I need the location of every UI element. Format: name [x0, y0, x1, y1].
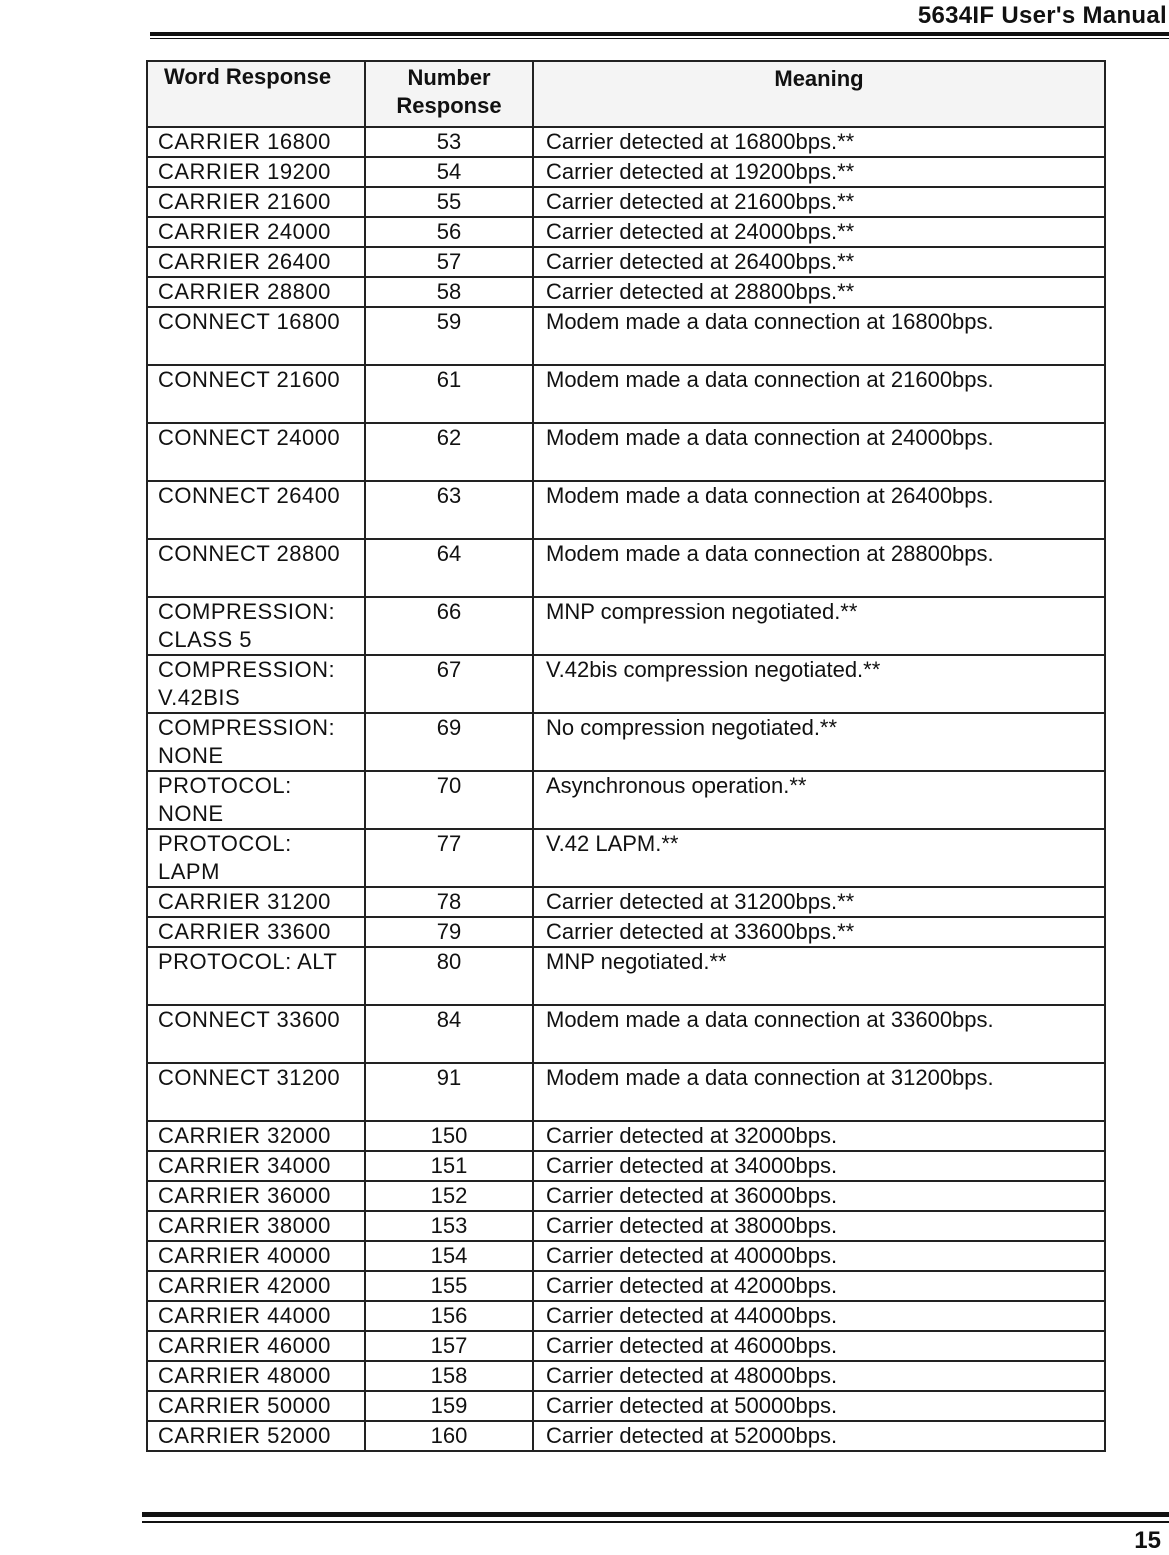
cell-meaning: Carrier detected at 31200bps.**	[533, 887, 1105, 917]
table-row	[147, 365, 1105, 423]
cell-word-response: CARRIER 38000	[147, 1211, 365, 1241]
cell-number-response: 62	[365, 423, 533, 481]
cell-meaning: Modem made a data connection at 16800bps.	[533, 307, 1105, 365]
cell-number-response: 79	[365, 917, 533, 947]
table-row	[147, 1271, 1105, 1301]
cell-meaning: Modem made a data connection at 26400bps.	[533, 481, 1105, 539]
cell-meaning: MNP compression negotiated.**	[533, 597, 1105, 655]
table-row	[147, 1063, 1105, 1121]
cell-word-response: CARRIER 16800	[147, 127, 365, 157]
table-row	[147, 1151, 1105, 1181]
cell-number-response: 66	[365, 597, 533, 655]
table-row	[147, 1005, 1105, 1063]
cell-word-response: CONNECT 16800	[147, 307, 365, 365]
header-rule-thin	[150, 38, 1169, 39]
cell-meaning: Carrier detected at 28800bps.**	[533, 277, 1105, 307]
cell-number-response: 57	[365, 247, 533, 277]
cell-number-response: 80	[365, 947, 533, 1005]
cell-meaning: Modem made a data connection at 21600bps.	[533, 365, 1105, 423]
cell-number-response: 154	[365, 1241, 533, 1271]
footer-rule-thin	[142, 1521, 1169, 1523]
page-header-title: 5634IF User's Manual	[917, 2, 1167, 29]
cell-word-response: CONNECT 21600	[147, 365, 365, 423]
table-row	[147, 481, 1105, 539]
cell-meaning: V.42 LAPM.**	[533, 829, 1105, 887]
header-rule	[150, 32, 1169, 36]
cell-word-response: CARRIER 19200	[147, 157, 365, 187]
table-row	[147, 1301, 1105, 1331]
cell-number-response: 61	[365, 365, 533, 423]
cell-meaning: Carrier detected at 46000bps.	[533, 1331, 1105, 1361]
cell-word-response: COMPRESSION: V.42BIS	[147, 655, 365, 713]
table-row	[147, 247, 1105, 277]
cell-number-response: 54	[365, 157, 533, 187]
footer-rule	[142, 1512, 1169, 1517]
cell-meaning: Modem made a data connection at 24000bps.	[533, 423, 1105, 481]
cell-number-response: 157	[365, 1331, 533, 1361]
cell-number-response: 156	[365, 1301, 533, 1331]
table-row	[147, 423, 1105, 481]
cell-meaning: Carrier detected at 32000bps.	[533, 1121, 1105, 1151]
cell-word-response: CARRIER 42000	[147, 1271, 365, 1301]
cell-word-response: CARRIER 44000	[147, 1301, 365, 1331]
cell-meaning: Carrier detected at 40000bps.	[533, 1241, 1105, 1271]
cell-word-response: CARRIER 26400	[147, 247, 365, 277]
cell-word-response: PROTOCOL: NONE	[147, 771, 365, 829]
cell-meaning: Asynchronous operation.**	[533, 771, 1105, 829]
cell-number-response: 77	[365, 829, 533, 887]
cell-meaning: Carrier detected at 48000bps.	[533, 1361, 1105, 1391]
table-row	[147, 655, 1105, 713]
cell-number-response: 150	[365, 1121, 533, 1151]
cell-number-response: 78	[365, 887, 533, 917]
cell-number-response: 159	[365, 1391, 533, 1421]
cell-word-response: CONNECT 26400	[147, 481, 365, 539]
cell-meaning: Carrier detected at 34000bps.	[533, 1151, 1105, 1181]
table-row	[147, 1421, 1105, 1451]
cell-number-response: 151	[365, 1151, 533, 1181]
cell-meaning: Carrier detected at 50000bps.	[533, 1391, 1105, 1421]
cell-word-response: CARRIER 46000	[147, 1331, 365, 1361]
table-row	[147, 771, 1105, 829]
cell-word-response: COMPRESSION: NONE	[147, 713, 365, 771]
cell-number-response: 153	[365, 1211, 533, 1241]
column-header-number-response: Number Response	[365, 61, 533, 127]
cell-meaning: Carrier detected at 21600bps.**	[533, 187, 1105, 217]
cell-number-response: 64	[365, 539, 533, 597]
cell-meaning: Carrier detected at 33600bps.**	[533, 917, 1105, 947]
cell-number-response: 155	[365, 1271, 533, 1301]
cell-number-response: 56	[365, 217, 533, 247]
cell-meaning: Modem made a data connection at 33600bps.	[533, 1005, 1105, 1063]
cell-word-response: CONNECT 24000	[147, 423, 365, 481]
cell-word-response: CARRIER 32000	[147, 1121, 365, 1151]
page-number: 15	[1134, 1527, 1161, 1554]
cell-meaning: Carrier detected at 19200bps.**	[533, 157, 1105, 187]
cell-meaning: Carrier detected at 36000bps.	[533, 1181, 1105, 1211]
cell-meaning: Carrier detected at 26400bps.**	[533, 247, 1105, 277]
cell-word-response: CONNECT 31200	[147, 1063, 365, 1121]
column-header-word-response: Word Response	[147, 61, 365, 127]
cell-word-response: CARRIER 28800	[147, 277, 365, 307]
table-row	[147, 1211, 1105, 1241]
cell-word-response: CONNECT 33600	[147, 1005, 365, 1063]
table-row	[147, 1331, 1105, 1361]
table-body	[147, 127, 1105, 1451]
cell-meaning: MNP negotiated.**	[533, 947, 1105, 1005]
cell-word-response: CARRIER 33600	[147, 917, 365, 947]
table-header-row	[147, 61, 1105, 127]
cell-number-response: 69	[365, 713, 533, 771]
table-row	[147, 829, 1105, 887]
cell-number-response: 70	[365, 771, 533, 829]
table-row	[147, 1391, 1105, 1421]
cell-number-response: 91	[365, 1063, 533, 1121]
cell-number-response: 59	[365, 307, 533, 365]
table-row	[147, 127, 1105, 157]
result-codes-table	[146, 60, 1106, 1452]
table-row	[147, 1241, 1105, 1271]
cell-meaning: Carrier detected at 52000bps.	[533, 1421, 1105, 1451]
cell-meaning: Carrier detected at 42000bps.	[533, 1271, 1105, 1301]
cell-word-response: CARRIER 24000	[147, 217, 365, 247]
cell-number-response: 160	[365, 1421, 533, 1451]
cell-number-response: 158	[365, 1361, 533, 1391]
cell-number-response: 55	[365, 187, 533, 217]
cell-meaning: Carrier detected at 38000bps.	[533, 1211, 1105, 1241]
table-row	[147, 917, 1105, 947]
table-row	[147, 887, 1105, 917]
cell-meaning: Carrier detected at 24000bps.**	[533, 217, 1105, 247]
cell-meaning: Carrier detected at 16800bps.**	[533, 127, 1105, 157]
cell-word-response: CARRIER 50000	[147, 1391, 365, 1421]
cell-number-response: 67	[365, 655, 533, 713]
cell-meaning: V.42bis compression negotiated.**	[533, 655, 1105, 713]
cell-word-response: CARRIER 40000	[147, 1241, 365, 1271]
cell-word-response: CONNECT 28800	[147, 539, 365, 597]
cell-word-response: CARRIER 36000	[147, 1181, 365, 1211]
cell-meaning: Modem made a data connection at 28800bps.	[533, 539, 1105, 597]
table-row	[147, 1361, 1105, 1391]
cell-word-response: PROTOCOL: ALT	[147, 947, 365, 1005]
cell-meaning: Carrier detected at 44000bps.	[533, 1301, 1105, 1331]
cell-number-response: 63	[365, 481, 533, 539]
cell-number-response: 152	[365, 1181, 533, 1211]
table-row	[147, 1121, 1105, 1151]
table-row	[147, 217, 1105, 247]
cell-number-response: 58	[365, 277, 533, 307]
cell-word-response: PROTOCOL: LAPM	[147, 829, 365, 887]
cell-word-response: COMPRESSION: CLASS 5	[147, 597, 365, 655]
column-header-meaning: Meaning	[533, 61, 1105, 127]
table-row	[147, 157, 1105, 187]
table-row	[147, 713, 1105, 771]
table-row	[147, 187, 1105, 217]
cell-word-response: CARRIER 52000	[147, 1421, 365, 1451]
cell-meaning: No compression negotiated.**	[533, 713, 1105, 771]
table-row	[147, 1181, 1105, 1211]
cell-word-response: CARRIER 48000	[147, 1361, 365, 1391]
table-row	[147, 597, 1105, 655]
table-row	[147, 947, 1105, 1005]
cell-number-response: 53	[365, 127, 533, 157]
table-row	[147, 307, 1105, 365]
cell-word-response: CARRIER 31200	[147, 887, 365, 917]
table-row	[147, 539, 1105, 597]
cell-number-response: 84	[365, 1005, 533, 1063]
cell-word-response: CARRIER 21600	[147, 187, 365, 217]
cell-word-response: CARRIER 34000	[147, 1151, 365, 1181]
cell-meaning: Modem made a data connection at 31200bps.	[533, 1063, 1105, 1121]
table-row	[147, 277, 1105, 307]
